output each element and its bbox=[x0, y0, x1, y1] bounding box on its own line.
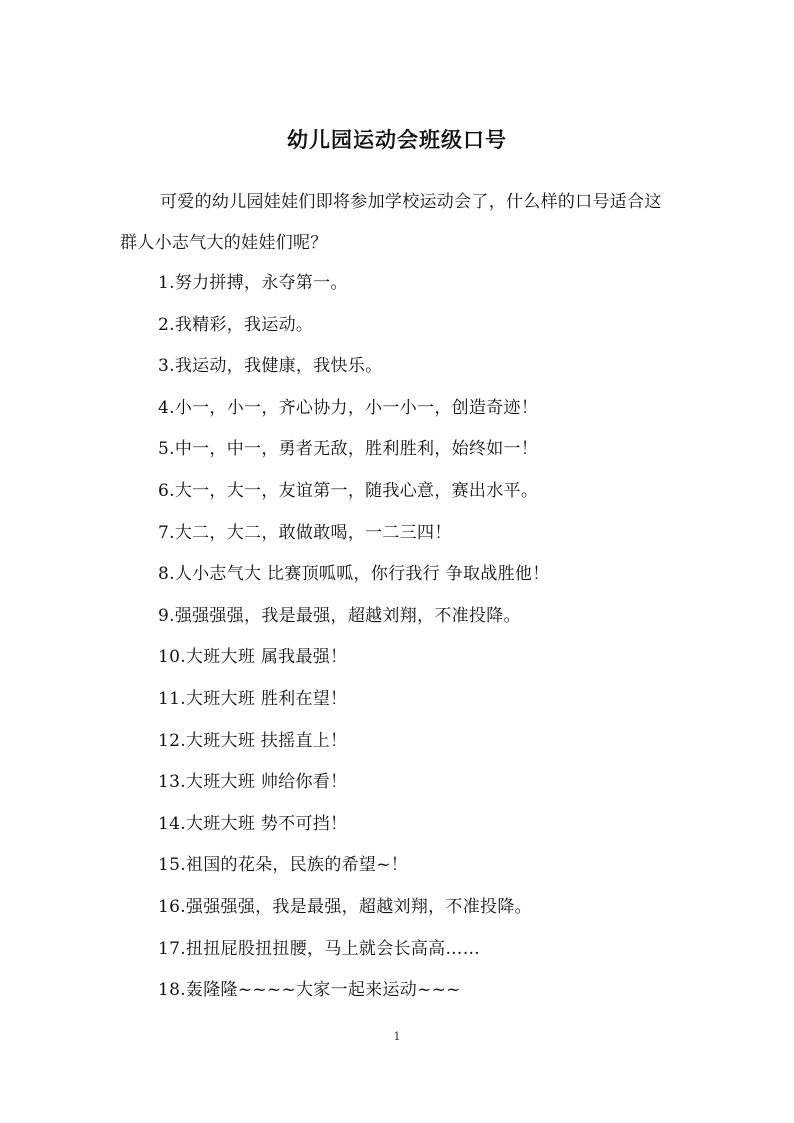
slogan-item: 9.强强强强，我是最强，超越刘翔，不准投降。 bbox=[158, 605, 521, 626]
slogan-item: 2.我精彩，我运动。 bbox=[158, 314, 314, 335]
slogan-item: 11.大班大班 胜利在望！ bbox=[158, 688, 348, 709]
slogan-item: 17.扭扭屁股扭扭腰，马上就会长高高…… bbox=[158, 938, 481, 959]
slogan-item: 15.祖国的花朵，民族的希望~！ bbox=[158, 855, 409, 876]
slogan-item: 16.强强强强，我是最强，超越刘翔，不准投降。 bbox=[158, 896, 532, 917]
slogan-item: 14.大班大班 势不可挡！ bbox=[158, 813, 348, 834]
slogan-item: 7.大二，大二，敢做敢喝，一二三四！ bbox=[158, 522, 452, 543]
intro-paragraph: 可爱的幼儿园娃娃们即将参加学校运动会了，什么样的口号适合这群人小志气大的娃娃们呢？ bbox=[120, 192, 662, 253]
slogan-item: 8.人小志气大 比赛顶呱呱，你行我行 争取战胜他！ bbox=[158, 564, 550, 585]
slogan-item: 10.大班大班 属我最强！ bbox=[158, 647, 348, 668]
slogan-item: 3.我运动，我健康，我快乐。 bbox=[158, 356, 383, 377]
slogan-item: 6.大一，大一，友谊第一，随我心意，赛出水平。 bbox=[158, 480, 539, 501]
slogan-item: 4.小一，小一，齐心协力，小一小一，创造奇迹！ bbox=[158, 397, 539, 418]
page-number: 1 bbox=[393, 1030, 401, 1043]
slogan-item: 5.中一，中一，勇者无敌，胜利胜利，始终如一！ bbox=[158, 439, 539, 460]
document-title: 幼儿园运动会班级口号 bbox=[287, 128, 507, 152]
slogan-item: 12.大班大班 扶摇直上！ bbox=[158, 730, 348, 751]
slogan-list bbox=[158, 263, 550, 1012]
slogan-item: 1.努力拼搏，永夺第一。 bbox=[158, 273, 348, 293]
slogan-item: 18.轰隆隆~~~~大家一起来运动~~~ bbox=[158, 980, 461, 1001]
slogan-item: 13.大班大班 帅给你看！ bbox=[158, 772, 348, 793]
